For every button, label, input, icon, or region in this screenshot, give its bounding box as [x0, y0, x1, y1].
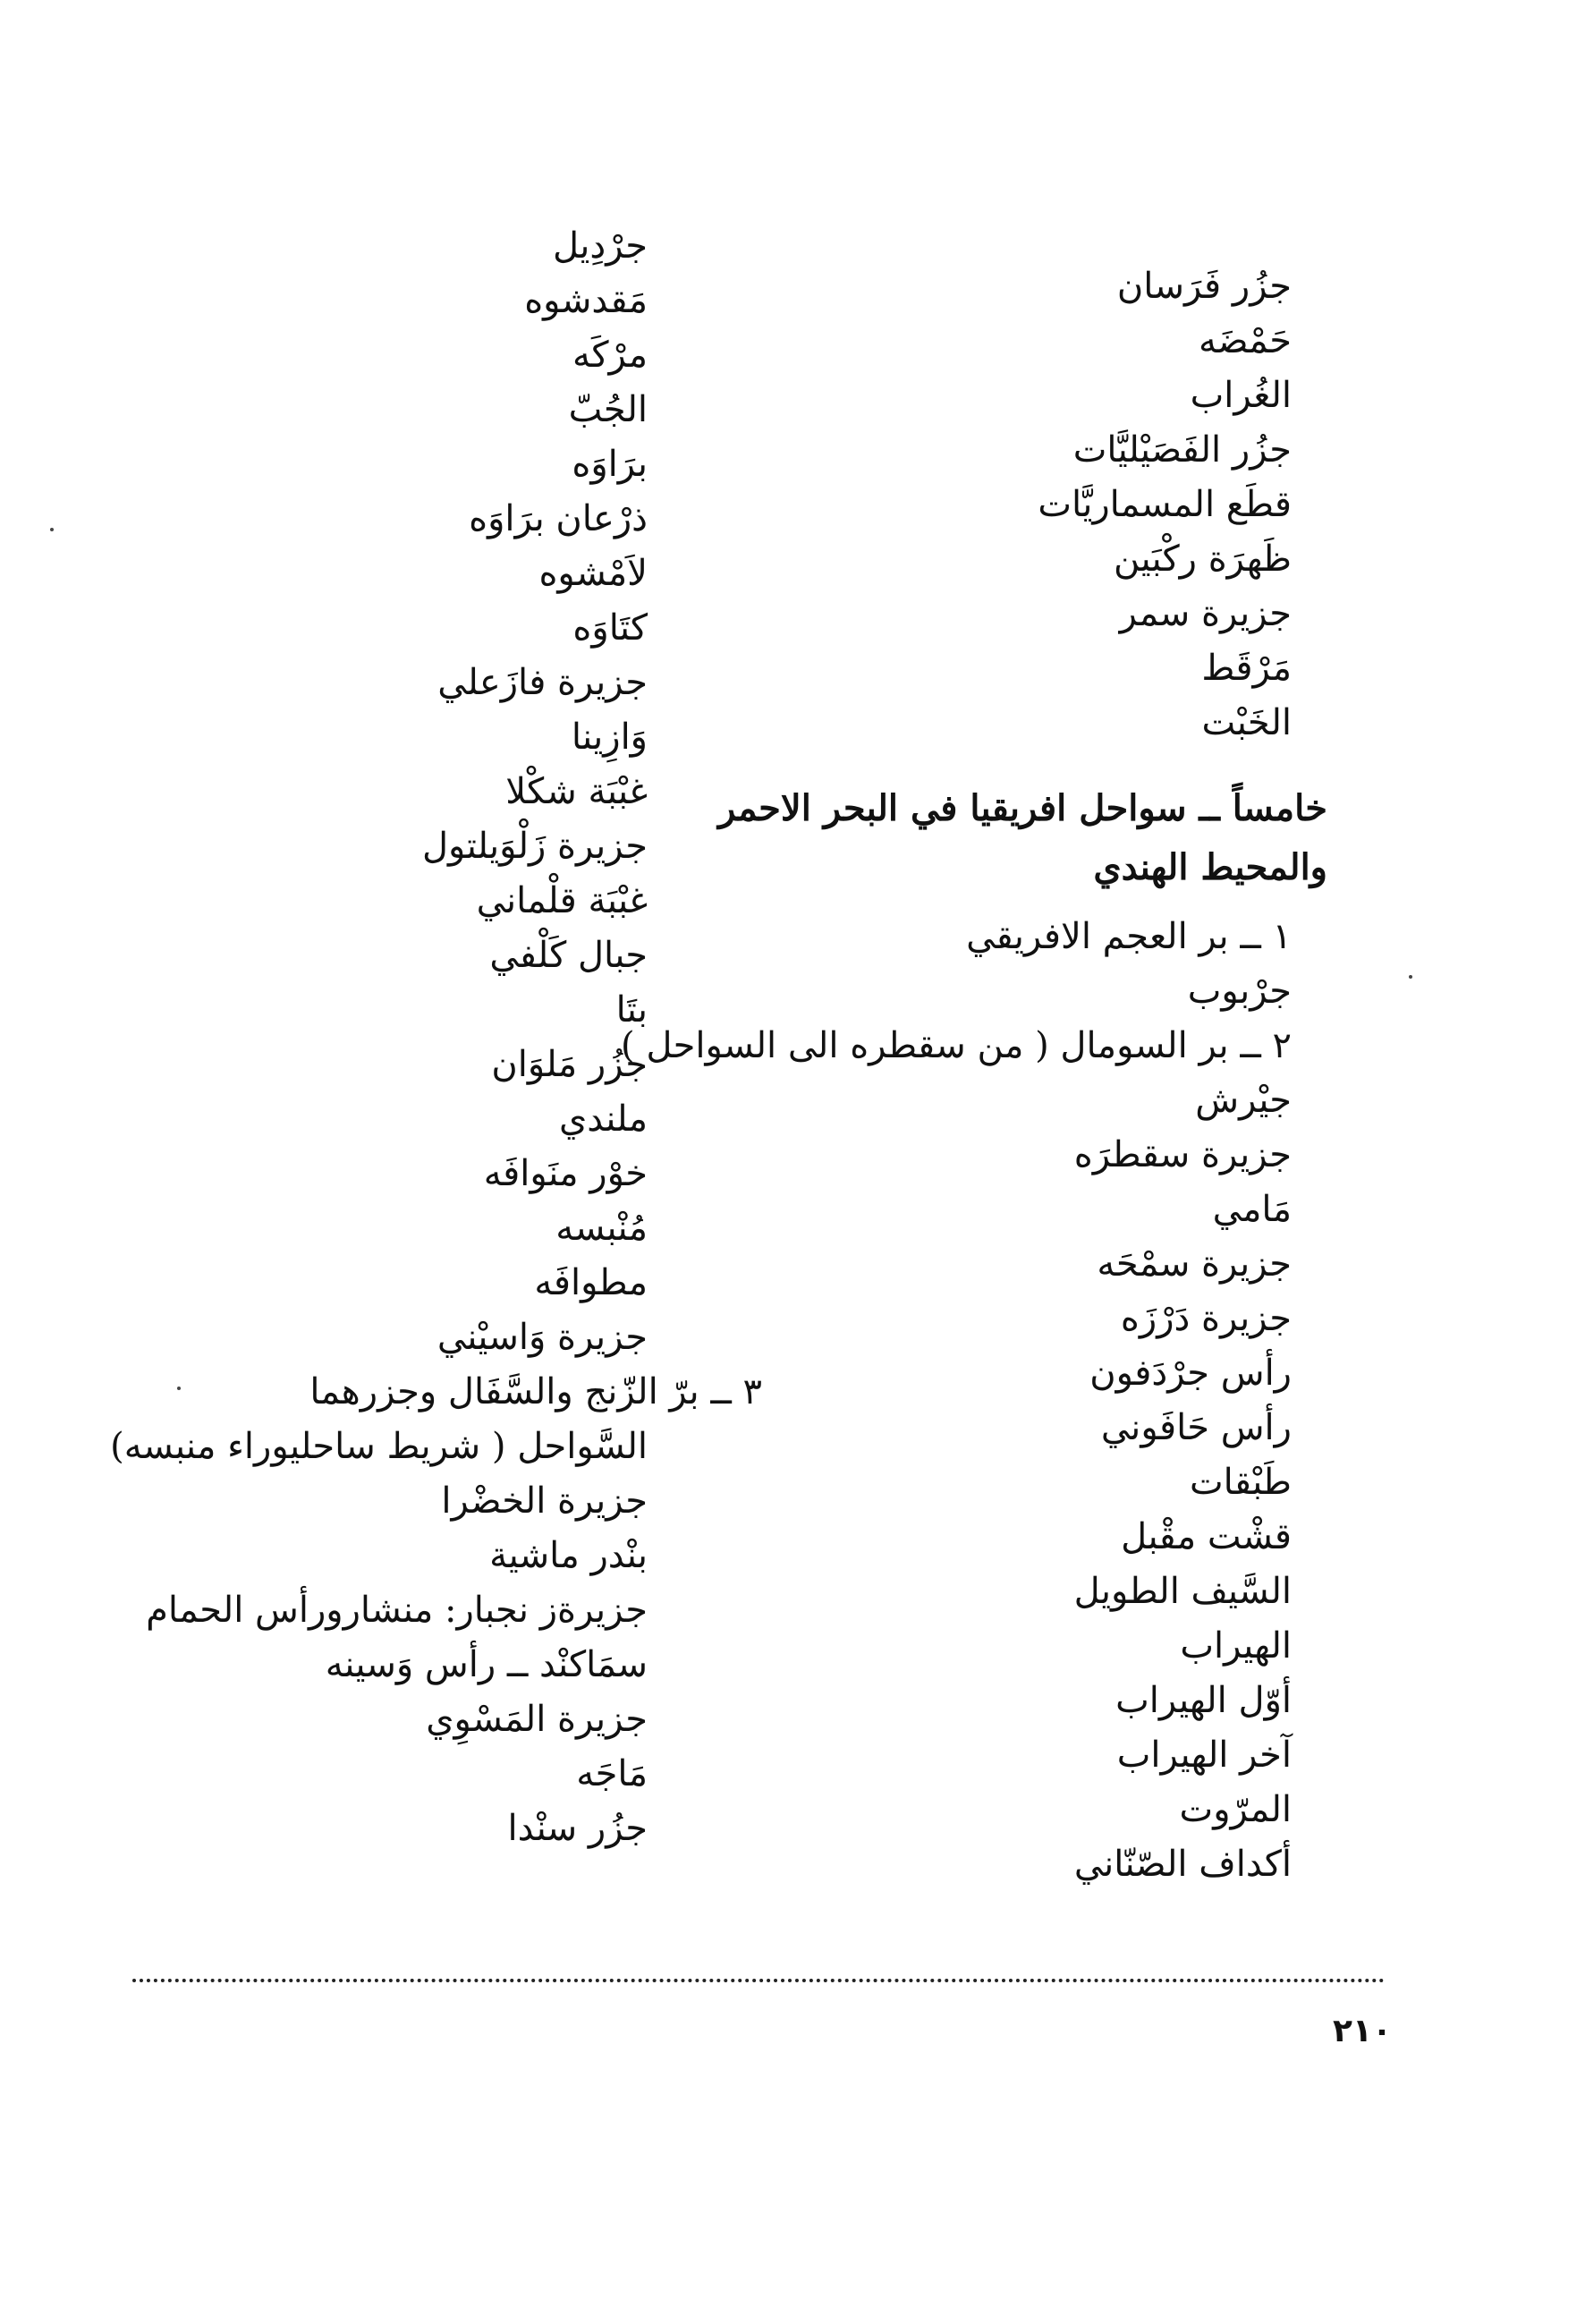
- list-item: جزيرة المَسْوِي: [426, 1699, 648, 1740]
- list-item: جزيرة زَلْوَيلتول: [421, 826, 648, 867]
- list-item: جرْدِيل: [552, 225, 648, 267]
- list-item: مطوافَه: [534, 1262, 648, 1303]
- list-item: الهيراب: [1180, 1625, 1292, 1667]
- list-item: برَاوَه: [572, 444, 648, 485]
- list-item: جزيرة سقطرَه: [1073, 1134, 1292, 1175]
- list-item: جزيرة سمْحَه: [1097, 1243, 1292, 1285]
- list-item: آخر الهيراب: [1116, 1735, 1292, 1776]
- list-item: جزُر فَرَسان: [1116, 266, 1292, 307]
- list-item: جزيرةز نجبار: منشارورأس الحمام: [146, 1590, 648, 1631]
- subsection-title: ٢ ــ بر السومال ( من سقطره الى السواحل ): [621, 1025, 1292, 1066]
- list-item: الجُبّ: [568, 389, 648, 430]
- scan-speck: [50, 528, 54, 531]
- list-item: مَرْقَط: [1201, 648, 1292, 689]
- scan-speck: [177, 1387, 181, 1390]
- list-item: مُنْبسه: [555, 1208, 648, 1249]
- list-item: غبْبَة شكْلا: [505, 771, 648, 812]
- scan-speck: [1409, 975, 1412, 979]
- list-item: مَقدشوه: [524, 280, 648, 321]
- list-item: جزُر مَلوَان: [491, 1044, 648, 1085]
- list-item: ذرْعان برَاوَه: [469, 498, 648, 539]
- list-item: جرْبوب: [1187, 971, 1292, 1012]
- list-item: طَبْقات: [1190, 1462, 1292, 1503]
- list-item: رأس حَافَوني: [1100, 1407, 1292, 1448]
- section-heading-continuation: والمحيط الهندي: [1093, 846, 1327, 888]
- list-item: جزُر الفَصَيْليَّات: [1072, 429, 1292, 471]
- list-item: أكداف الصّنّاني: [1073, 1844, 1292, 1885]
- spacer: [665, 751, 1292, 779]
- page-number: ٢١٠: [1333, 2013, 1392, 2049]
- list-item: وَازِينا: [571, 717, 648, 758]
- list-item: غبْبَة قلْماني: [476, 880, 648, 921]
- subsection-title: ١ ــ بر العجم الافريقي: [966, 916, 1292, 957]
- list-item: السَّواحل ( شريط ساحليوراء منبسه): [110, 1426, 648, 1467]
- list-item: قشْت مقْبل: [1121, 1516, 1292, 1557]
- list-item: مرْكَه: [572, 335, 648, 376]
- list-item: أوّل الهيراب: [1115, 1680, 1292, 1721]
- list-item: الخَبْت: [1201, 702, 1292, 743]
- list-item: رأس جرْدَفون: [1089, 1353, 1292, 1394]
- subsection-title: ٣ ــ برّ الزّنج والسَّفَال وجزرهما: [309, 1371, 762, 1412]
- list-item: جزيرة وَاسيْني: [437, 1317, 648, 1358]
- list-item: خوْر منَوافَه: [483, 1153, 648, 1194]
- list-item: مَامي: [1212, 1189, 1292, 1230]
- list-item: مَاجَه: [576, 1753, 648, 1794]
- spacer: [665, 897, 1292, 910]
- list-item: لاَمْشوه: [538, 553, 648, 594]
- list-item: المرّوت: [1179, 1789, 1292, 1830]
- list-item: جيْرش: [1195, 1080, 1292, 1121]
- list-item: بتَا: [615, 989, 648, 1031]
- list-item: الغُراب: [1190, 375, 1292, 416]
- list-item: جزيرة دَرْزَه: [1120, 1298, 1292, 1339]
- section-heading: خامساً ــ سواحل افريقيا في البحر الاحمر: [717, 787, 1327, 829]
- list-item: سمَاكنْد ــ رأس وَسينه: [325, 1644, 648, 1685]
- list-item: جزُر سنْدا: [507, 1808, 648, 1849]
- list-item: جبال كَلْفي: [489, 935, 648, 976]
- list-item: كتَاوَه: [572, 607, 648, 649]
- list-item: قطَع المسماريَّات: [1038, 484, 1292, 525]
- footer-dotted-rule: [132, 1979, 1385, 1982]
- list-item: جزيرة سمر: [1119, 593, 1292, 634]
- list-item: ظَهرَة ركْبَين: [1114, 539, 1292, 580]
- list-item: جزيرة فازَعلي: [437, 662, 648, 703]
- left-column: [75, 219, 762, 1856]
- list-item: ملندي: [558, 1098, 648, 1140]
- list-item: جزيرة الخضْرا: [441, 1480, 648, 1522]
- list-item: السَّيف الطويل: [1073, 1571, 1292, 1612]
- list-item: بنْدر ماشية: [489, 1535, 648, 1576]
- list-item: حَمْضَه: [1199, 320, 1292, 361]
